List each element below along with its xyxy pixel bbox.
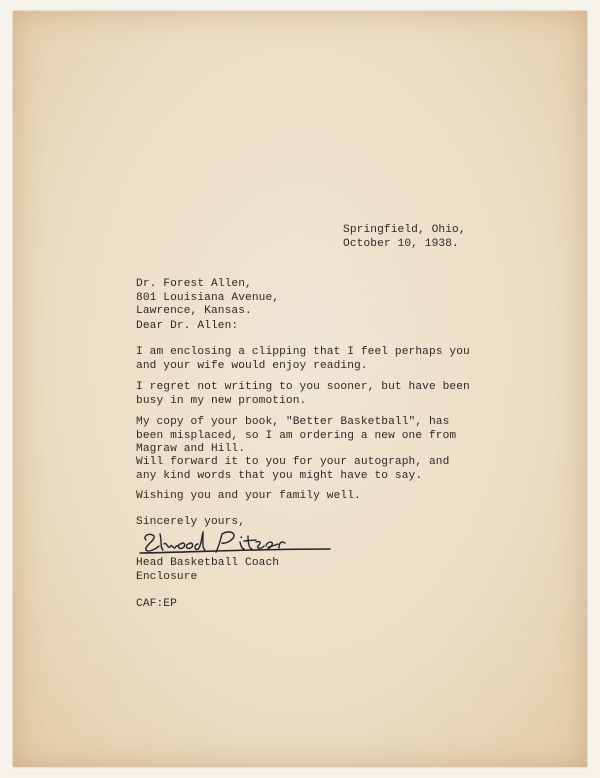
paragraph-4 — [136, 456, 449, 483]
recipient-street: 801 Louisiana Avenue, — [136, 291, 280, 304]
handwritten-signature — [136, 522, 336, 558]
paragraph-line: Will forward it to you for your autograph, and — [136, 456, 450, 468]
closing: Sincerely yours, — [136, 516, 246, 528]
paragraph-5 — [136, 490, 361, 504]
paragraph-1 — [136, 346, 470, 373]
paragraph-line: any kind words that you might have to say. — [136, 469, 423, 482]
sender-title: Head Basketball Coach — [136, 557, 280, 569]
paragraph-line: My copy of your book, "Better Basketball", has — [136, 416, 450, 428]
paragraph-line: I am enclosing a clipping that I feel perhaps you — [136, 346, 470, 358]
paragraph-line: Wishing you and your family well. — [136, 490, 361, 502]
paragraph-line: I regret not writing to you sooner, but have been — [136, 381, 470, 393]
reference-initials: CAF:EP — [136, 598, 177, 610]
place-date-block — [343, 224, 466, 251]
enclosure-note: Enclosure — [136, 570, 198, 583]
paragraph-2 — [136, 381, 470, 408]
paragraph-line: Magraw and Hill. — [136, 443, 246, 456]
salutation: Dear Dr. Allen: — [136, 320, 239, 332]
sender-title-block — [136, 557, 279, 584]
place-line: Springfield, Ohio, — [343, 224, 466, 236]
paragraph-line: busy in my new promotion. — [136, 394, 307, 407]
date-line: October 10, 1938. — [343, 237, 459, 250]
signature-stroke — [145, 532, 205, 551]
recipient-city: Lawrence, Kansas. — [136, 305, 252, 318]
paragraph-line: and your wife would enjoy reading. — [136, 359, 368, 372]
recipient-name: Dr. Forest Allen, — [136, 278, 252, 290]
paragraph-3 — [136, 416, 456, 457]
recipient-address — [136, 278, 279, 319]
signature-underline — [140, 549, 330, 553]
paragraph-line: been misplaced, so I am ordering a new one from — [136, 429, 457, 442]
